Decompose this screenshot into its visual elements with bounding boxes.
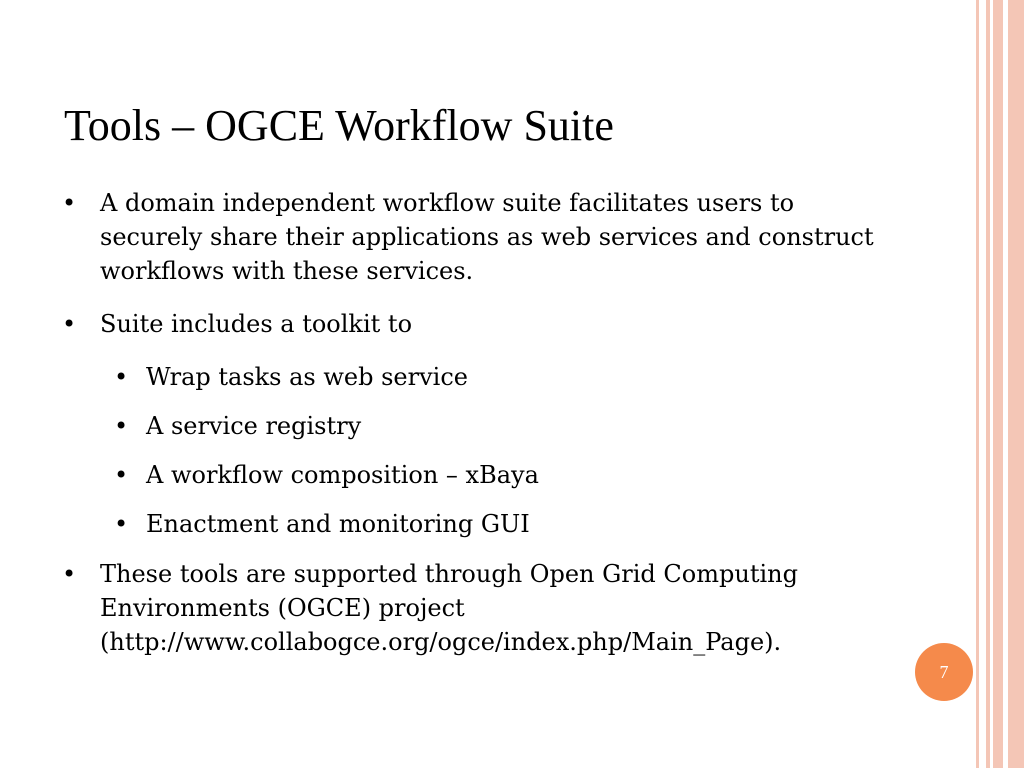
decorative-stripe: [993, 0, 1003, 768]
slide-title: Tools – OGCE Workflow Suite: [64, 101, 614, 150]
decorative-stripe: [976, 0, 979, 768]
sub-bullet-text: A workflow composition – xBaya: [146, 461, 539, 489]
bullet-text: Suite includes a toolkit to: [100, 310, 413, 338]
sub-bullet-item: [114, 458, 846, 492]
bullet-item: [62, 186, 880, 288]
bullet-dot-icon: •: [114, 510, 129, 538]
sub-bullet-text: A service registry: [146, 412, 362, 440]
sub-bullet-text: Wrap tasks as web service: [146, 363, 468, 391]
bullet-dot-icon: •: [114, 363, 129, 391]
bullet-dot-icon: •: [114, 412, 129, 440]
page-number: 7: [939, 661, 949, 682]
bullet-item: [62, 557, 880, 659]
decorative-stripe: [1008, 0, 1024, 768]
sub-bullet-item: [114, 360, 846, 394]
bullet-dot-icon: •: [62, 310, 77, 338]
bullet-dot-icon: •: [62, 189, 77, 217]
bullet-dot-icon: •: [62, 560, 77, 588]
sub-bullet-text: Enactment and monitoring GUI: [146, 510, 530, 538]
sub-bullet-item: [114, 507, 846, 541]
bullet-dot-icon: •: [114, 461, 129, 489]
bullet-item: [62, 307, 880, 341]
bullet-text: A domain independent workflow suite facilitates users to securely share their applications as web services and construct workflows with these services.: [100, 189, 874, 285]
decorative-stripe: [986, 0, 990, 768]
sub-bullet-item: [114, 409, 846, 443]
page-number-badge: [915, 643, 973, 701]
bullet-text: These tools are supported through Open Grid Computing Environments (OGCE) project (http://www.collabogce.org/ogce/index.php/Main_Page).: [100, 560, 798, 656]
